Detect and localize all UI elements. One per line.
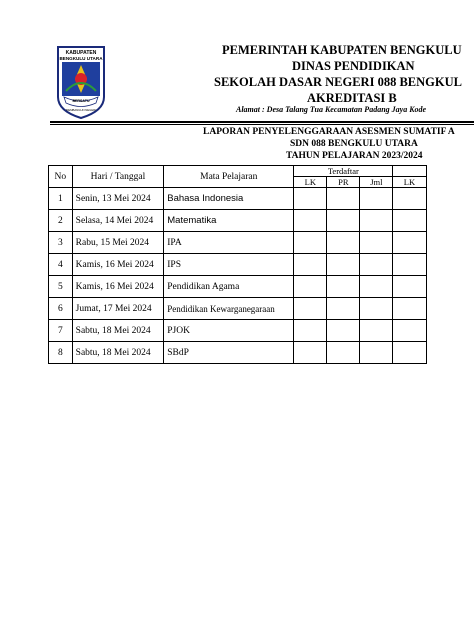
schedule-table [48, 165, 474, 364]
emblem-motto: BERSATU [72, 99, 90, 103]
row-subject: Pendidikan Kewarganegaraan [164, 298, 294, 320]
row-subject: PJOK [164, 320, 294, 342]
row-no: 5 [49, 276, 73, 298]
table-row [49, 210, 474, 232]
table-row [49, 342, 474, 364]
letterhead-agency: DINAS PENDIDIKAN [292, 59, 415, 73]
header-lk: LK [294, 177, 327, 188]
row-subject: IPA [164, 232, 294, 254]
emblem-name-text: BENGKULU UTARA [59, 56, 103, 61]
header-day-date: Hari / Tanggal [72, 166, 164, 188]
report-school: SDN 088 BENGKULU UTARA [290, 139, 418, 149]
report-title: LAPORAN PENYELENGGARAAN ASESMEN SUMATIF A [203, 127, 455, 137]
row-no: 4 [49, 254, 73, 276]
header-overflow [426, 166, 474, 177]
letterhead-accreditation: AKREDITASI B [307, 91, 397, 105]
letterhead-rule-thin [50, 124, 474, 125]
row-day-date: Sabtu, 18 Mei 2024 [72, 342, 164, 364]
header-pr: PR [327, 177, 360, 188]
header-jml: Jml [360, 177, 393, 188]
row-day-date: Senin, 13 Mei 2024 [72, 188, 164, 210]
header-lk-2: LK [393, 177, 426, 188]
row-subject: Matematika [164, 210, 294, 232]
row-subject: Pendidikan Agama [164, 276, 294, 298]
row-subject: Bahasa Indonesia [164, 188, 294, 210]
row-day-date: Selasa, 14 Mei 2024 [72, 210, 164, 232]
row-day-date: Kamis, 16 Mei 2024 [72, 276, 164, 298]
table-row [49, 320, 474, 342]
header-registered: Terdaftar [294, 166, 393, 177]
table-row [49, 254, 474, 276]
row-no: 2 [49, 210, 73, 232]
row-no: 3 [49, 232, 73, 254]
emblem-ribbon: MEMBANGUN NEGERI [66, 108, 96, 112]
header-subject: Mata Pelajaran [164, 166, 294, 188]
row-day-date: Sabtu, 18 Mei 2024 [72, 320, 164, 342]
letterhead-address: Alamat : Desa Talang Tua Kecamatan Padang Jaya Kode [236, 105, 427, 114]
letterhead-rule-thick [50, 121, 474, 123]
letterhead-government: PEMERINTAH KABUPATEN BENGKULU [222, 43, 462, 57]
row-no: 8 [49, 342, 73, 364]
row-subject: IPS [164, 254, 294, 276]
letterhead-school: SEKOLAH DASAR NEGERI 088 BENGKUL [214, 75, 462, 89]
header-no: No [49, 166, 73, 188]
table-row [49, 232, 474, 254]
table-row [49, 298, 474, 320]
row-no: 1 [49, 188, 73, 210]
row-day-date: Rabu, 15 Mei 2024 [72, 232, 164, 254]
row-no: 7 [49, 320, 73, 342]
table-header-row [49, 166, 474, 177]
row-day-date: Kamis, 16 Mei 2024 [72, 254, 164, 276]
table-row [49, 276, 474, 298]
regency-emblem-logo [56, 45, 106, 119]
report-year: TAHUN PELAJARAN 2023/2024 [286, 151, 423, 161]
row-subject: SBdP [164, 342, 294, 364]
header-next-group [393, 166, 426, 177]
row-no: 6 [49, 298, 73, 320]
emblem-top-text: KABUPATEN [65, 50, 97, 56]
row-day-date: Jumat, 17 Mei 2024 [72, 298, 164, 320]
header-overflow-2 [426, 177, 474, 188]
table-row [49, 188, 474, 210]
